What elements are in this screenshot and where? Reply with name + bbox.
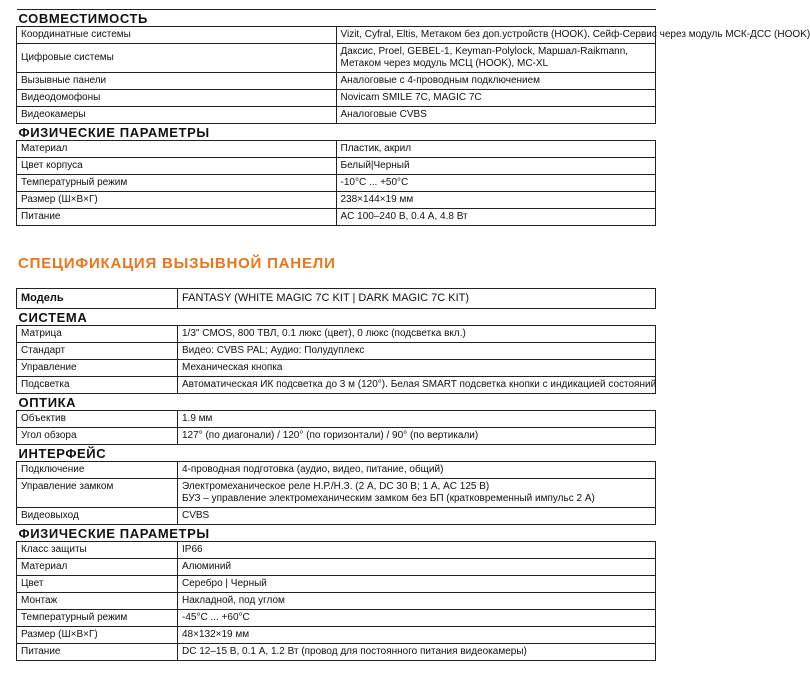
spec-document (16, 0, 810, 661)
param-value: FANTASY (WHITE MAGIC 7C KIT | DARK MAGIC 7C KIT) (178, 289, 656, 309)
param-name: Видеокамеры (17, 107, 337, 124)
section-title: ИНТЕРФЕЙС (17, 445, 656, 462)
param-value: Видео: CVBS PAL; Аудио: Полудуплекс (178, 343, 656, 360)
param-name: Управление замком (17, 479, 178, 508)
model-row (17, 289, 656, 309)
table-row (17, 27, 656, 44)
param-value-line: Электромеханическое реле Н.Р./Н.З. (2 А, DC 30 В; 1 А, AC 125 В) (182, 481, 490, 492)
table-row (17, 627, 656, 644)
param-name: Монтаж (17, 593, 178, 610)
section-header-interface (17, 445, 656, 462)
param-value: 127° (по диагонали) / 120° (по горизонтали) / 90° (по вертикали) (178, 428, 656, 445)
param-value: Алюминий (178, 559, 656, 576)
param-name: Вызывные панели (17, 73, 337, 90)
compat-table (16, 9, 810, 226)
param-name: Размер (Ш×В×Г) (17, 192, 337, 209)
table-row (17, 542, 656, 559)
param-name: Модель (17, 289, 178, 309)
param-name: Цвет (17, 576, 178, 593)
param-name: Матрица (17, 326, 178, 343)
param-name: Материал (17, 559, 178, 576)
param-value: 238×144×19 мм (336, 192, 656, 209)
param-value: Novicam SMILE 7C, MAGIC 7C (336, 90, 656, 107)
param-name: Температурный режим (17, 175, 337, 192)
table-row (17, 576, 656, 593)
table-row (17, 644, 656, 661)
table-row (17, 377, 656, 394)
param-value-line: БУЗ – управление электромеханическим замком без БП (кратковременный импульс 2 А) (182, 493, 595, 504)
param-name: Цвет корпуса (17, 158, 337, 175)
param-name: Размер (Ш×В×Г) (17, 627, 178, 644)
section-header-phys (17, 525, 656, 542)
param-name: Класс защиты (17, 542, 178, 559)
section-title: СОВМЕСТИМОСТЬ (17, 10, 656, 27)
param-value: Серебро | Черный (178, 576, 656, 593)
table-row (17, 73, 656, 90)
table-row (17, 428, 656, 445)
param-name: Питание (17, 644, 178, 661)
table-row (17, 44, 656, 73)
param-name: Координатные системы (17, 27, 337, 44)
section-title: ФИЗИЧЕСКИЕ ПАРАМЕТРЫ (17, 525, 656, 542)
param-name: Видеовыход (17, 508, 178, 525)
param-value: 1/3" CMOS, 800 ТВЛ, 0.1 люкс (цвет), 0 люкс (подсветка вкл.) (178, 326, 656, 343)
param-name: Питание (17, 209, 337, 226)
param-name: Температурный режим (17, 610, 178, 627)
param-name: Цифровые системы (17, 44, 337, 73)
param-name: Управление (17, 360, 178, 377)
section-title: ФИЗИЧЕСКИЕ ПАРАМЕТРЫ (17, 124, 656, 141)
param-value: -10°C ... +50°C (336, 175, 656, 192)
table-row (17, 175, 656, 192)
table-row (17, 508, 656, 525)
param-value: Аналоговые CVBS (336, 107, 656, 124)
table-row (17, 610, 656, 627)
table-row (17, 209, 656, 226)
param-value: 48×132×19 мм (178, 627, 656, 644)
param-name: Угол обзора (17, 428, 178, 445)
section-title: СИСТЕМА (17, 309, 656, 326)
section-header-optics (17, 394, 656, 411)
param-name: Подключение (17, 462, 178, 479)
param-value: Даксис, Proel, GEBEL-1, Keyman-Polylock, Маршал-Raikmann, Метаком через модуль МСЦ (HOOK), МС-XL (336, 44, 656, 73)
param-name: Подсветка (17, 377, 178, 394)
table-row (17, 107, 656, 124)
table-row (17, 158, 656, 175)
table-row (17, 141, 656, 158)
param-value: CVBS (178, 508, 656, 525)
param-value: Накладной, под углом (178, 593, 656, 610)
param-name: Объектив (17, 411, 178, 428)
param-name: Видеодомофоны (17, 90, 337, 107)
param-value: AC 100–240 В, 0.4 А, 4.8 Вт (336, 209, 656, 226)
param-value-multiline (178, 479, 656, 508)
spec-heading: СПЕЦИФИКАЦИЯ ВЫЗЫВНОЙ ПАНЕЛИ (18, 255, 336, 272)
table-row (17, 411, 656, 428)
panel-spec-table (16, 288, 656, 661)
param-value: Механическая кнопка (178, 360, 656, 377)
param-value: 4-проводная подготовка (аудио, видео, питание, общий) (178, 462, 656, 479)
table-row (17, 90, 656, 107)
section-header-compat (17, 10, 656, 27)
param-value: DC 12–15 В, 0.1 А, 1.2 Вт (провод для постоянного питания видеокамеры) (178, 644, 656, 661)
table-row (17, 479, 656, 508)
table-row (17, 343, 656, 360)
section-header-system (17, 309, 656, 326)
param-value: IP66 (178, 542, 656, 559)
section-header-phys (17, 124, 656, 141)
param-value: Пластик, акрил (336, 141, 656, 158)
param-value: Автоматическая ИК подсветка до 3 м (120°). Белая SMART подсветка кнопки с индикацией состояний (178, 377, 656, 394)
table-row (17, 360, 656, 377)
param-value: Аналоговые с 4-проводным подключением (336, 73, 656, 90)
table-row (17, 326, 656, 343)
param-value: 1.9 мм (178, 411, 656, 428)
table-row (17, 462, 656, 479)
table-row (17, 593, 656, 610)
table-row (17, 192, 656, 209)
param-value: Vizit, Cyfral, Eltis, Метаком без доп.устройств (HOOK). Сейф-Сервис через модуль МСК-ДСС (HOOK) (336, 27, 656, 44)
param-value: -45°C ... +60°C (178, 610, 656, 627)
section-title: ОПТИКА (17, 394, 656, 411)
param-value: Белый|Черный (336, 158, 656, 175)
table-row (17, 559, 656, 576)
param-name: Материал (17, 141, 337, 158)
param-name: Стандарт (17, 343, 178, 360)
